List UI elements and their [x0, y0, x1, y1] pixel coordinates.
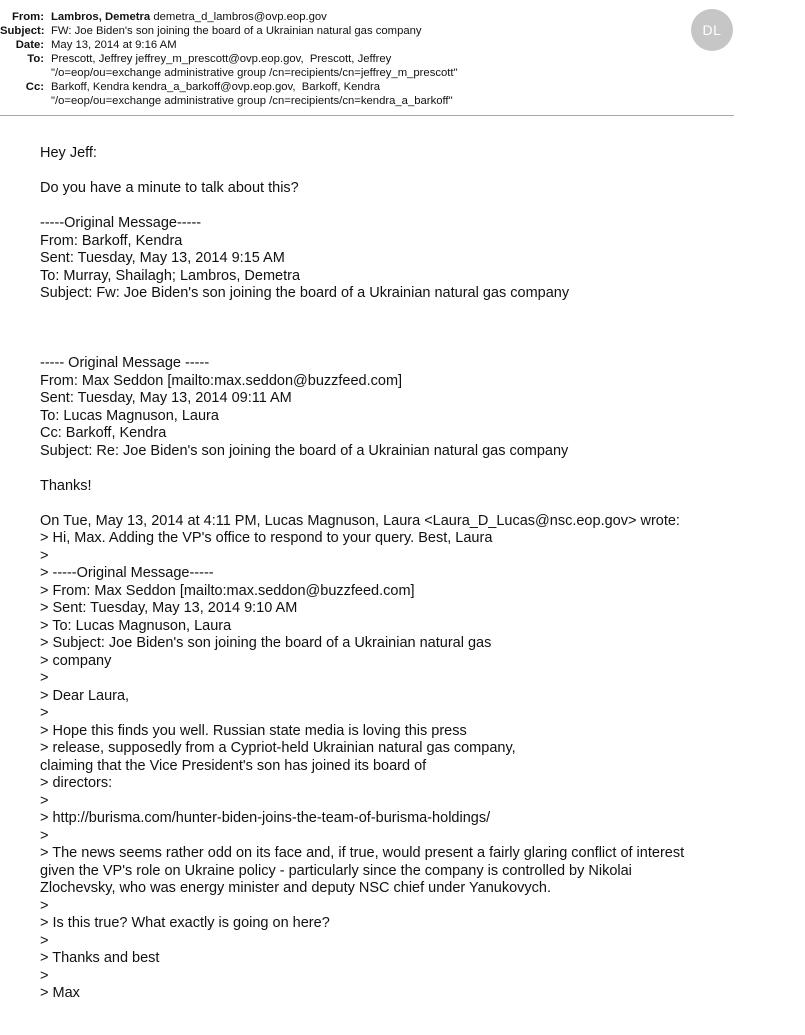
cc-line-2: "/o=eop/ou=exchange administrative group /cn=recipients/cn=kendra_a_barkoff": [51, 95, 453, 107]
cc-line-1[interactable]: Barkoff, Kendra kendra_a_barkoff@ovp.eop.gov, Barkoff, Kendra: [51, 81, 381, 93]
body-line: [40, 198, 740, 216]
message-body: [40, 145, 740, 1003]
body-line: > Max: [40, 985, 80, 1001]
cc-label: Cc:: [25, 81, 44, 93]
body-line: From: Barkoff, Kendra: [40, 232, 183, 249]
subject-value: FW: Joe Biden's son joining the board of a Ukrainian natural gas company: [51, 25, 422, 37]
from-value: [51, 10, 690, 24]
date-row: [0, 38, 690, 52]
from-label: From:: [11, 11, 44, 23]
body-line: given the VP's role on Ukraine policy - particularly since the company is controlled by Nikolai: [40, 862, 632, 879]
body-line: > directors:: [40, 775, 113, 791]
body-line: ----- Original Message -----: [40, 355, 210, 371]
body-line: To: Lucas Magnuson, Laura: [40, 407, 219, 424]
body-line: [40, 163, 740, 181]
body-line: To: Murray, Shailagh; Lambros, Demetra: [40, 267, 301, 284]
body-line: > Hope this finds you well. Russian state media is loving this press: [40, 722, 467, 739]
subject-label: Subject:: [0, 25, 45, 37]
body-line: > Sent: Tuesday, May 13, 2014 9:10 AM: [40, 600, 298, 616]
body-line: Zlochevsky, who was energy minister and deputy NSC chief under Yanukovych.: [40, 880, 551, 896]
body-line: >: [40, 897, 49, 914]
body-line: >: [40, 670, 49, 686]
body-line: -----Original Message-----: [40, 215, 202, 231]
to-line-2: "/o=eop/ou=exchange administrative group /cn=recipients/cn=jeffrey_m_prescott": [51, 67, 458, 79]
cc-row: [0, 80, 690, 108]
body-line: [40, 460, 740, 478]
body-line: [40, 320, 740, 338]
body-line: >: [40, 547, 49, 564]
subject-row: [0, 24, 690, 38]
from-row: [0, 10, 690, 24]
body-line: On Tue, May 13, 2014 at 4:11 PM, Lucas Magnuson, Laura <Laura_D_Lucas@nsc.eop.gov> wrote:: [40, 512, 680, 529]
body-line: >: [40, 827, 49, 844]
body-line: [40, 338, 740, 356]
body-line: > Hi, Max. Adding the VP's office to respond to your query. Best, Laura: [40, 530, 493, 546]
cc-value: [51, 80, 690, 108]
sender-email[interactable]: demetra_d_lambros@ovp.eop.gov: [153, 11, 327, 23]
body-line: >: [40, 967, 49, 984]
date-label: Date:: [15, 39, 44, 51]
body-line: > Is this true? What exactly is going on here?: [40, 915, 330, 931]
body-line: > To: Lucas Magnuson, Laura: [40, 617, 232, 634]
body-line: > Dear Laura,: [40, 687, 130, 704]
body-line: > -----Original Message-----: [40, 565, 214, 581]
to-row: [0, 52, 690, 80]
body-line: > From: Max Seddon [mailto:max.seddon@buzzfeed.com]: [40, 582, 415, 599]
body-line: > The news seems rather odd on its face and, if true, would present a fairly glaring conflict of interest: [40, 845, 685, 861]
body-line: [40, 495, 740, 513]
header-divider: [0, 115, 734, 116]
body-line: Sent: Tuesday, May 13, 2014 09:11 AM: [40, 390, 292, 406]
to-label: To:: [27, 53, 44, 65]
body-line: Hey Jeff:: [40, 145, 97, 161]
body-line: Thanks!: [40, 477, 92, 494]
body-line: > Subject: Joe Biden's son joining the board of a Ukrainian natural gas: [40, 635, 492, 651]
sender-avatar: DL: [691, 9, 733, 51]
body-line: >: [40, 792, 49, 809]
body-line: > http://burisma.com/hunter-biden-joins-the-team-of-burisma-holdings/: [40, 810, 491, 826]
body-line: Do you have a minute to talk about this?: [40, 180, 299, 196]
body-line: claiming that the Vice President's son has joined its board of: [40, 757, 427, 774]
body-line: Sent: Tuesday, May 13, 2014 9:15 AM: [40, 250, 285, 266]
body-line: >: [40, 932, 49, 949]
body-line: Subject: Fw: Joe Biden's son joining the board of a Ukrainian natural gas company: [40, 285, 570, 301]
body-line: Subject: Re: Joe Biden's son joining the board of a Ukrainian natural gas company: [40, 442, 569, 459]
to-value: [51, 52, 690, 80]
body-line: > release, supposedly from a Cypriot-held Ukrainian natural gas company,: [40, 740, 516, 756]
sender-name: Lambros, Demetra: [51, 11, 151, 23]
body-line: [40, 303, 740, 321]
date-value: May 13, 2014 at 9:16 AM: [51, 39, 177, 51]
body-line: From: Max Seddon [mailto:max.seddon@buzzfeed.com]: [40, 372, 403, 389]
body-line: > Thanks and best: [40, 950, 160, 966]
to-line-1[interactable]: Prescott, Jeffrey jeffrey_m_prescott@ovp.eop.gov, Prescott, Jeffrey: [51, 53, 392, 65]
email-header: [0, 10, 690, 108]
body-line: Cc: Barkoff, Kendra: [40, 425, 167, 441]
body-line: > company: [40, 652, 112, 669]
body-line: >: [40, 705, 49, 721]
